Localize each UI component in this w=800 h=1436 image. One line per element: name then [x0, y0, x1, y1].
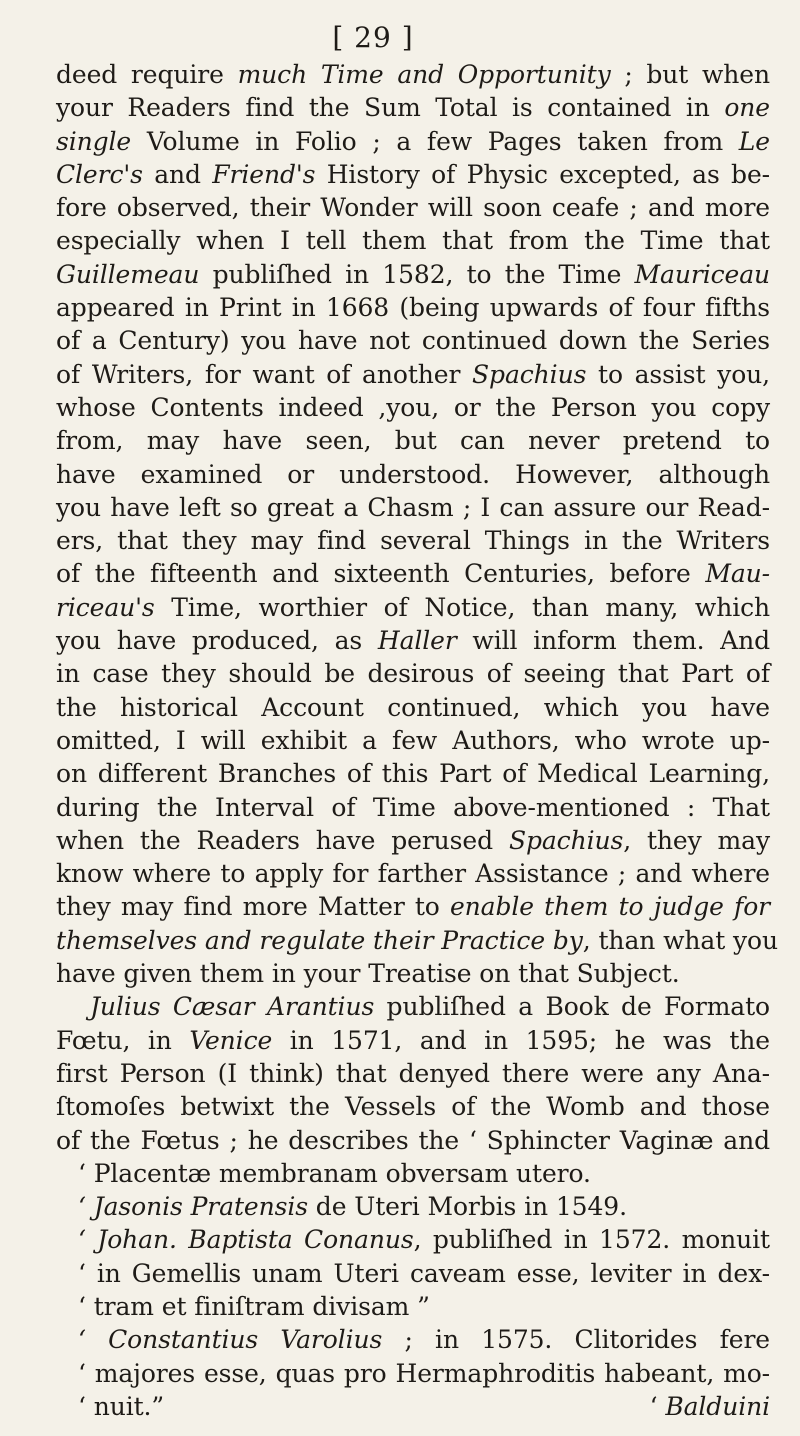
text-line [56, 657, 770, 690]
italic-text: one [724, 93, 770, 123]
text-line [56, 58, 770, 91]
italic-text: Venice [189, 1025, 273, 1055]
text-run: ſtomoſes betwixt the Vessels of the Womb and those [56, 1092, 770, 1122]
text-line [56, 324, 770, 357]
text-line [56, 591, 770, 624]
text-run: omitted, I will exhibit a few Authors, who wrote up- [56, 725, 770, 755]
text-run: History of Physic excepted, as be- [315, 159, 771, 189]
italic-text: Spachius [472, 359, 587, 389]
text-line [56, 291, 770, 324]
text-line [56, 1357, 770, 1390]
text-line [56, 791, 770, 824]
text-run: the historical Account continued, which you have [56, 692, 770, 722]
text-line [56, 824, 770, 857]
text-line [56, 724, 770, 757]
text-line [56, 1124, 770, 1157]
text-run: they may find more Matter to [56, 892, 450, 922]
text-run: ‘ tram et finiſtram divisam ” [78, 1291, 430, 1321]
text-line [56, 391, 770, 424]
text-run: ‘ in Gemellis unam Uteri caveam esse, leviter in dex- [78, 1258, 770, 1288]
text-line [56, 224, 770, 257]
text-line [56, 557, 770, 590]
text-run: to assist you, [586, 359, 770, 389]
text-run: in case they should be desirous of seeing that Part of [56, 659, 770, 689]
italic-text: Mau- [705, 559, 770, 589]
text-line [56, 990, 770, 1023]
text-line [56, 924, 778, 957]
text-run: , publiſhed in 1572. monuit [413, 1225, 770, 1255]
text-run: ; in 1575. Clitorides fere [382, 1325, 770, 1355]
text-line [56, 1223, 770, 1256]
italic-text: themselves and regulate their Practice by [56, 925, 583, 955]
text-line [56, 458, 770, 491]
text-line [56, 1090, 770, 1123]
italic-text: Friend's [212, 159, 316, 189]
text-run: , than what you [582, 925, 778, 955]
text-line [56, 1157, 770, 1190]
text-line [56, 258, 770, 291]
text-run: de Uteri Morbis in 1549. [307, 1192, 627, 1222]
text-run: have given them in your Treatise on that Subject. [56, 959, 680, 989]
italic-text: Mauriceau [634, 259, 770, 289]
text-line [56, 191, 770, 224]
text-line [56, 857, 770, 890]
text-run: when the Readers have perused [56, 825, 509, 855]
text-run: on different Branches of this Part of Medical Learning, [56, 759, 770, 789]
text-run: you have produced, as [56, 626, 378, 656]
text-run: and [142, 159, 213, 189]
text-run: fore observed, their Wonder will soon ceafe ; and more [56, 193, 770, 223]
text-run: in 1571, and in 1595; he was the [272, 1025, 770, 1055]
text-run: have examined or understood. However, although [56, 459, 770, 489]
text-line [56, 1323, 770, 1356]
body-text [56, 58, 778, 1390]
text-run: of Writers, for want of another [56, 359, 473, 389]
italic-text: Haller [377, 626, 457, 656]
text-run: Volume in Folio ; a few Pages taken from [131, 126, 739, 156]
italic-text: enable them to judge for [449, 892, 770, 922]
text-run: from, may have seen, but can never pretend to [56, 426, 770, 456]
text-run: appeared in Print in 1668 (being upwards of four fifths [56, 293, 770, 323]
text-run: deed require [56, 60, 238, 89]
text-run: Time, worthier of Notice, than many, which [154, 592, 770, 622]
text-line [56, 158, 770, 191]
catchword: ‘ Balduini [649, 1391, 770, 1421]
text-line [56, 1190, 770, 1223]
text-run: ers, that they may find several Things in the Writers [56, 526, 770, 556]
italic-text: ‘ Jasonis Pratensis [78, 1192, 308, 1222]
italic-text: riceau's [56, 592, 155, 622]
text-run: know where to apply for farther Assistance ; and where [56, 859, 770, 889]
text-run: publiſhed a Book de Formato [374, 992, 771, 1022]
text-run: of a Century) you have not continued down the Series [56, 326, 770, 356]
text-line [56, 424, 770, 457]
text-line [56, 957, 770, 990]
text-run: of the Fœtus ; he describes the ‘ Sphincter Vaginæ and [56, 1125, 770, 1155]
text-line [56, 1290, 770, 1323]
text-run: especially when I tell them that from the Time that [56, 226, 770, 256]
text-run: during the Interval of Time above-mentioned : That [56, 792, 770, 822]
text-run: ‘ Placentæ membranam obversam utero. [78, 1158, 591, 1188]
italic-text: Le [738, 126, 770, 156]
text-line [56, 691, 770, 724]
italic-text: ‘ Johan. Baptista Conanus [78, 1225, 414, 1255]
text-run: ; but when [610, 60, 770, 89]
italic-text: ‘ Constantius Varolius [78, 1325, 383, 1355]
italic-text: Clerc's [56, 159, 143, 189]
text-line [56, 358, 770, 391]
text-run: whose Contents indeed ,you, or the Person you copy [56, 392, 770, 422]
text-line-final [56, 1390, 770, 1423]
text-line [56, 1024, 770, 1057]
italic-text: Spachius [508, 825, 624, 855]
text-line-final-left: ‘ nuit.” [78, 1391, 165, 1421]
text-run: of the fifteenth and sixteenth Centuries, before [56, 559, 706, 589]
italic-text: Julius Cæsar Arantius [90, 992, 375, 1022]
text-run: ‘ majores esse, quas pro Hermaphroditis habeant, mo- [78, 1358, 770, 1388]
italic-text: single [56, 126, 132, 156]
text-run: your Readers find the Sum Total is contained in [56, 93, 725, 123]
text-line [56, 491, 770, 524]
text-line [56, 757, 770, 790]
text-run: first Person (I think) that denyed there were any Ana- [56, 1058, 770, 1088]
text-line [56, 125, 770, 158]
text-run: you have left so great a Chasm ; I can assure our Read- [56, 492, 770, 522]
italic-text: much Time and Opportunity [237, 60, 611, 89]
italic-text: Guillemeau [56, 259, 200, 289]
text-line [56, 890, 770, 923]
text-run: publiſhed in 1582, to the Time [199, 259, 635, 289]
text-line [56, 524, 770, 557]
text-run: Fœtu, in [56, 1025, 190, 1055]
page-number: [ 29 ] [332, 21, 414, 54]
text-line [56, 624, 770, 657]
text-run: will inform them. And [456, 626, 770, 656]
text-line [56, 1057, 770, 1090]
text-line [56, 1257, 770, 1290]
text-line [56, 91, 770, 124]
text-run: , they may [623, 825, 770, 855]
